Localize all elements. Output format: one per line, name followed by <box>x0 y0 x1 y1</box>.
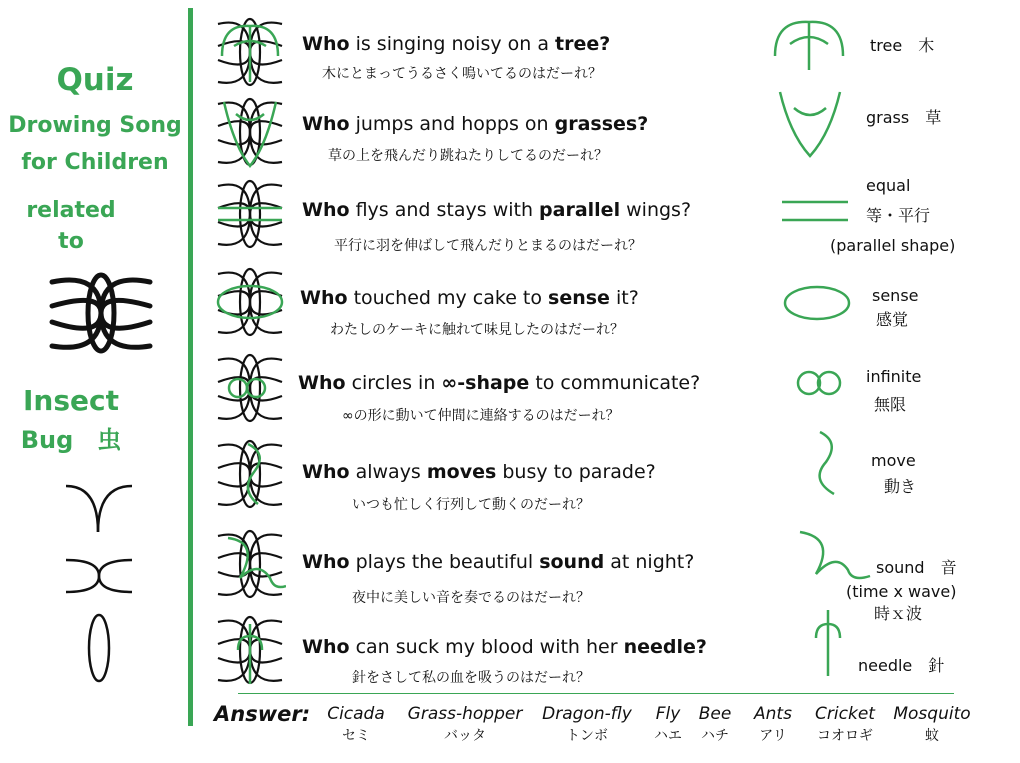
question-7-jp: 夜中に美しい音を奏でるのはだーれ？ <box>352 590 590 606</box>
answer-cricket: Cricket コオロギ <box>815 704 875 744</box>
insect-label: Insect <box>23 384 119 417</box>
needle-symbol-icon <box>808 608 848 678</box>
question-1-jp: 木にとまってうるさく鳴いてるのはだーれ？ <box>322 66 602 82</box>
question-4: Who touched my cake to sense it? <box>300 287 639 309</box>
grass-symbol-icon <box>776 88 844 158</box>
answer-mosquito: Mosquito 蚊 <box>893 704 971 744</box>
bug-label: Bug 虫 <box>20 426 122 454</box>
related-label: related <box>26 198 116 223</box>
move-jp-label: 動き <box>884 477 917 496</box>
answer-divider <box>238 693 954 694</box>
x-stroke-icon <box>64 556 134 596</box>
row-1-bug-tree-icon <box>214 16 286 88</box>
question-3: Who flys and stays with parallel wings? <box>302 199 692 221</box>
time-wave-jp-label: 時ｘ波 <box>874 604 923 623</box>
tree-label: tree 木 <box>870 36 935 55</box>
needle-label: needle 針 <box>858 656 945 675</box>
question-1: Who is singing noisy on a tree? <box>302 33 611 55</box>
row-6-bug-move-icon <box>214 438 286 510</box>
bug-kanji-icon <box>48 272 154 354</box>
question-3-jp: 平行に羽を伸ばして飛んだりとまるのはだーれ？ <box>334 238 642 254</box>
y-stroke-icon <box>64 482 134 534</box>
answer-fly: Fly ハエ <box>654 704 682 744</box>
question-8: Who can suck my blood with her needle? <box>302 636 707 658</box>
row-4-bug-sense-icon <box>214 266 286 338</box>
row-8-bug-needle-icon <box>214 614 286 686</box>
sense-symbol-icon <box>782 284 852 322</box>
sound-symbol-icon <box>794 526 874 588</box>
infinite-label: infinite <box>866 367 922 386</box>
move-symbol-icon <box>800 428 846 498</box>
sound-label: sound 音 <box>876 558 957 577</box>
answer-grasshopper: Grass-hopper バッタ <box>407 704 523 744</box>
answer-label: Answer: <box>214 702 311 726</box>
equal-symbol-icon <box>780 196 850 226</box>
equal-label: equal <box>866 176 911 195</box>
question-7: Who plays the beautiful sound at night? <box>302 551 695 573</box>
equal-jp-label: 等・平行 <box>866 206 931 225</box>
question-4-jp: わたしのケーキに触れて味見したのはだーれ？ <box>330 322 624 338</box>
answer-ants: Ants アリ <box>754 704 792 744</box>
row-7-bug-sound-icon <box>214 528 286 600</box>
answer-dragonfly: Dragon-fly トンボ <box>542 704 632 744</box>
time-wave-label: (time x wave) <box>846 582 957 601</box>
sense-jp-label: 感覚 <box>876 310 909 329</box>
question-5: Who circles in ∞-shape to communicate? <box>298 372 701 394</box>
question-6-jp: いつも忙しく行列して動くのだーれ？ <box>352 497 590 513</box>
question-8-jp: 針をさして私の血を吸うのはだーれ？ <box>352 670 590 686</box>
answer-bee: Bee ハチ <box>698 704 732 744</box>
vertical-divider <box>188 8 193 726</box>
oval-stroke-icon <box>86 612 112 684</box>
subtitle-line-1: Drowing Song <box>8 113 182 138</box>
row-2-bug-grass-icon <box>214 96 286 168</box>
sense-label: sense <box>872 286 919 305</box>
grass-label: grass 草 <box>866 108 942 127</box>
quiz-title: Quiz <box>56 62 134 98</box>
infinite-symbol-icon <box>794 368 844 398</box>
infinite-jp-label: 無限 <box>874 395 907 414</box>
question-2: Who jumps and hopps on grasses? <box>302 113 649 135</box>
row-3-bug-parallel-icon <box>214 178 286 250</box>
question-5-jp: ∞の形に動いて仲間に連絡するのはだーれ？ <box>342 408 620 424</box>
answer-cicada: Cicada セミ <box>327 704 385 744</box>
to-label: to <box>58 229 84 254</box>
subtitle-line-2: for Children <box>21 150 169 175</box>
move-label: move <box>871 451 916 470</box>
tree-symbol-icon <box>772 16 846 72</box>
question-2-jp: 草の上を飛んだり跳ねたりしてるのだーれ？ <box>328 148 608 164</box>
row-5-bug-infinite-icon <box>214 352 286 424</box>
parallel-shape-label: (parallel shape) <box>830 236 956 255</box>
question-6: Who always moves busy to parade? <box>302 461 656 483</box>
